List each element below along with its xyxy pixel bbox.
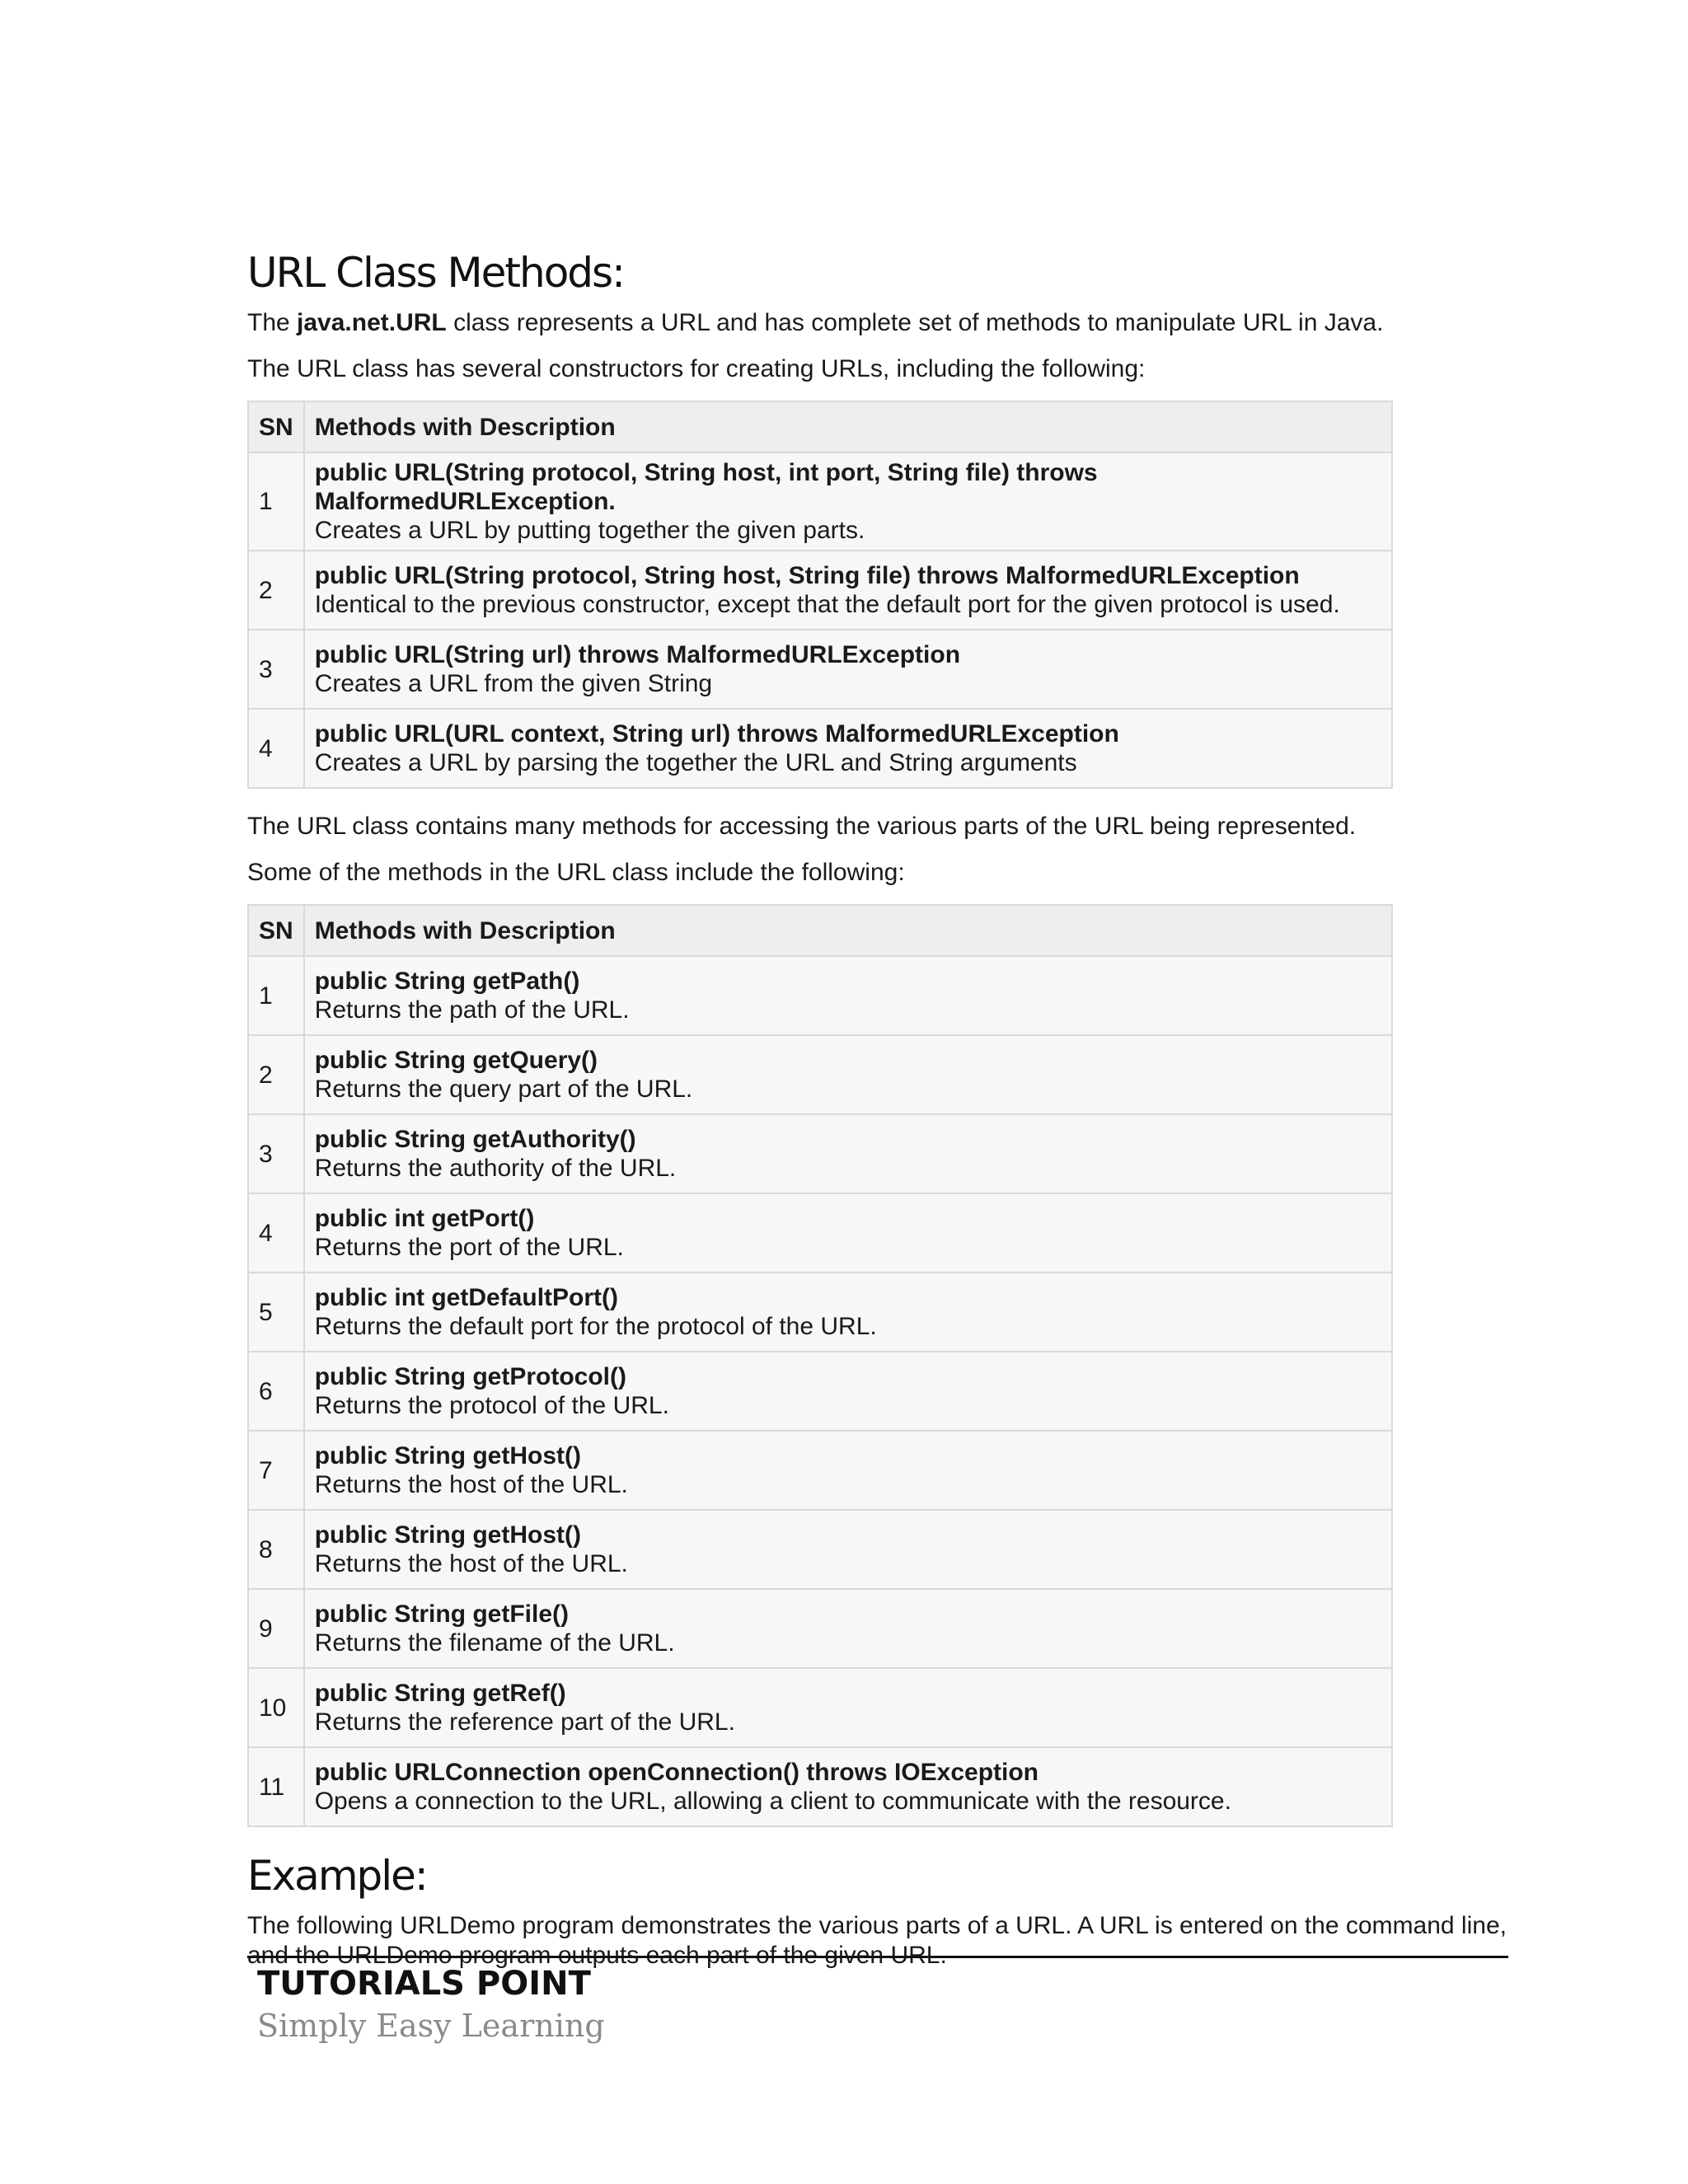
- row-sn: 10: [248, 1668, 304, 1747]
- row-method: [304, 1114, 1392, 1193]
- method-description: Creates a URL from the given String: [314, 670, 713, 697]
- method-description: Returns the path of the URL.: [314, 996, 630, 1024]
- header-sn: SN: [248, 401, 304, 452]
- row-sn: 11: [248, 1747, 304, 1826]
- row-sn: 1: [248, 452, 304, 551]
- method-signature: public int getDefaultPort(): [314, 1284, 618, 1311]
- table-row: [248, 1352, 1392, 1431]
- method-description: Opens a connection to the URL, allowing a client to communicate with the resource.: [314, 1788, 1231, 1815]
- method-signature: public String getFile(): [314, 1601, 570, 1628]
- row-sn: 9: [248, 1589, 304, 1668]
- method-description: Returns the filename of the URL.: [314, 1629, 675, 1657]
- table-row: [248, 1747, 1392, 1826]
- row-method: [304, 1747, 1392, 1826]
- table-row: [248, 1589, 1392, 1668]
- method-description: Returns the default port for the protocol of the URL.: [314, 1313, 877, 1340]
- method-signature: public URL(String url) throws MalformedURLException: [314, 641, 961, 668]
- footer-tagline: Simply Easy Learning: [257, 2008, 605, 2044]
- row-sn: 7: [248, 1431, 304, 1510]
- table-row: [248, 1035, 1392, 1114]
- method-description: Creates a URL by parsing the together the URL and String arguments: [314, 749, 1077, 776]
- row-method: [304, 1668, 1392, 1747]
- table-row: [248, 1668, 1392, 1747]
- table-row: [248, 630, 1392, 709]
- row-sn: 8: [248, 1510, 304, 1589]
- table-header-row: [248, 401, 1392, 452]
- table-row: [248, 1114, 1392, 1193]
- method-signature: public URL(String protocol, String host, int port, String file) throws MalformedURLException.: [314, 459, 1098, 515]
- table-row: [248, 452, 1392, 551]
- class-name: java.net.URL: [297, 309, 447, 336]
- row-sn: 2: [248, 551, 304, 630]
- method-signature: public String getHost(): [314, 1442, 581, 1469]
- row-method: [304, 1035, 1392, 1114]
- row-method: [304, 551, 1392, 630]
- header-methods: Methods with Description: [304, 401, 1392, 452]
- method-description: Returns the host of the URL.: [314, 1550, 628, 1577]
- section-title: URL Class Methods:: [247, 249, 624, 297]
- row-method: [304, 1193, 1392, 1272]
- constructors-intro: The URL class has several constructors for creating URLs, including the following:: [247, 355, 1146, 382]
- method-description: Returns the reference part of the URL.: [314, 1708, 735, 1736]
- table-row: [248, 1510, 1392, 1589]
- method-description: Creates a URL by putting together the given parts.: [314, 517, 865, 544]
- row-sn: 3: [248, 1114, 304, 1193]
- header-sn: SN: [248, 905, 304, 956]
- methods-table: [247, 904, 1393, 1827]
- row-method: [304, 1510, 1392, 1589]
- method-signature: public URL(URL context, String url) throws MalformedURLException: [314, 720, 1119, 748]
- example-title: Example:: [247, 1852, 427, 1900]
- method-description: Identical to the previous constructor, except that the default port for the given protocol is used.: [314, 591, 1340, 618]
- table-row: [248, 1193, 1392, 1272]
- row-sn: 3: [248, 630, 304, 709]
- method-signature: public URL(String protocol, String host, String file) throws MalformedURLException: [314, 562, 1300, 589]
- method-signature: public String getAuthority(): [314, 1126, 636, 1153]
- method-description: Returns the query part of the URL.: [314, 1076, 693, 1103]
- method-description: Returns the host of the URL.: [314, 1471, 628, 1498]
- row-method: [304, 452, 1392, 551]
- footer-divider: [247, 1956, 1508, 1958]
- table-row: [248, 709, 1392, 788]
- table-row: [248, 1431, 1392, 1510]
- row-sn: 4: [248, 1193, 304, 1272]
- row-sn: 4: [248, 709, 304, 788]
- method-signature: public String getRef(): [314, 1680, 566, 1707]
- table-row: [248, 956, 1392, 1035]
- row-method: [304, 1589, 1392, 1668]
- row-method: [304, 956, 1392, 1035]
- method-signature: public String getQuery(): [314, 1047, 598, 1074]
- table-header-row: [248, 905, 1392, 956]
- table-row: [248, 551, 1392, 630]
- document-page: [247, 247, 1517, 1987]
- header-methods: Methods with Description: [304, 905, 1392, 956]
- method-signature: public String getProtocol(): [314, 1363, 626, 1390]
- table-row: [248, 1272, 1392, 1352]
- row-sn: 1: [248, 956, 304, 1035]
- row-method: [304, 709, 1392, 788]
- row-sn: 2: [248, 1035, 304, 1114]
- row-sn: 5: [248, 1272, 304, 1352]
- method-description: Returns the port of the URL.: [314, 1234, 624, 1261]
- method-signature: public URLConnection openConnection() throws IOException: [314, 1759, 1039, 1786]
- intro-prefix: The: [247, 309, 298, 336]
- row-sn: 6: [248, 1352, 304, 1431]
- row-method: [304, 1272, 1392, 1352]
- methods-intro-2: Some of the methods in the URL class include the following:: [247, 859, 905, 886]
- method-signature: public int getPort(): [314, 1205, 535, 1232]
- row-method: [304, 1431, 1392, 1510]
- method-signature: public String getHost(): [314, 1521, 581, 1549]
- intro-suffix: class represents a URL and has complete set of methods to manipulate URL in Java.: [446, 309, 1384, 336]
- intro-paragraph: [247, 308, 1517, 338]
- method-signature: public String getPath(): [314, 968, 580, 995]
- example-text: The following URLDemo program demonstrates the various parts of a URL. A URL is entered on the command line, and the URLDemo program outputs each part of the given URL.: [247, 1912, 1507, 1969]
- constructors-table: [247, 401, 1393, 789]
- row-method: [304, 630, 1392, 709]
- method-description: Returns the protocol of the URL.: [314, 1392, 669, 1419]
- footer-brand: TUTORIALS POINT: [257, 1965, 591, 2003]
- methods-intro-1: The URL class contains many methods for accessing the various parts of the URL being represented.: [247, 813, 1357, 840]
- row-method: [304, 1352, 1392, 1431]
- method-description: Returns the authority of the URL.: [314, 1155, 677, 1182]
